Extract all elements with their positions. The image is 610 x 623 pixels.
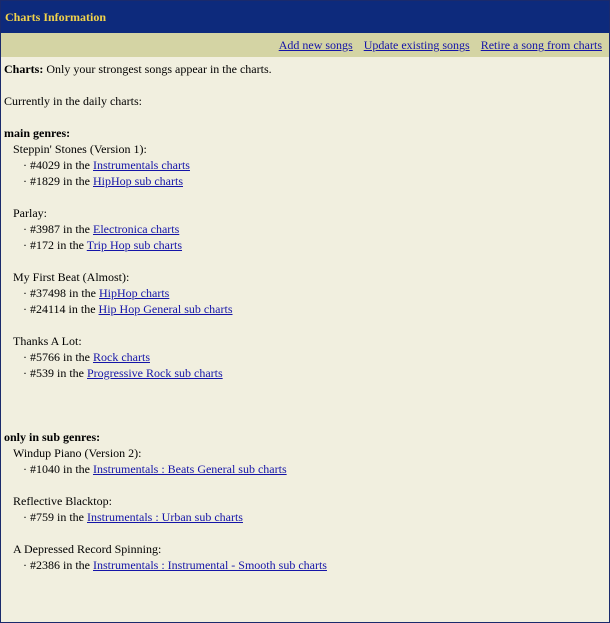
chart-link[interactable]: HipHop charts <box>99 286 170 300</box>
chart-entry <box>4 365 605 381</box>
intro-text: Only your strongest songs appear in the charts. <box>43 62 272 76</box>
intro-line <box>4 61 605 77</box>
chart-entry <box>4 301 605 317</box>
toolbar <box>1 33 609 57</box>
retire-song-link[interactable]: Retire a song from charts <box>480 38 602 52</box>
chart-rank: · #37498 in the <box>23 286 99 300</box>
chart-rank: · #759 in the <box>23 510 87 524</box>
update-existing-songs-link[interactable]: Update existing songs <box>363 38 470 52</box>
chart-rank: · #1040 in the <box>23 462 93 476</box>
chart-entry <box>4 173 605 189</box>
chart-link[interactable]: Instrumentals : Beats General sub charts <box>93 462 287 476</box>
song-title: Reflective Blacktop: <box>13 494 112 508</box>
chart-link[interactable]: Instrumentals : Urban sub charts <box>87 510 243 524</box>
chart-rank: · #4029 in the <box>23 158 93 172</box>
chart-entry <box>4 237 605 253</box>
chart-link[interactable]: Hip Hop General sub charts <box>98 302 233 316</box>
chart-link[interactable]: Instrumentals : Instrumental - Smooth sub charts <box>93 558 327 572</box>
main-genres-heading: main genres: <box>4 126 71 140</box>
add-new-songs-link[interactable]: Add new songs <box>278 38 353 52</box>
song-title: A Depressed Record Spinning: <box>13 542 162 556</box>
chart-link[interactable]: HipHop sub charts <box>93 174 183 188</box>
chart-entry <box>4 349 605 365</box>
chart-entry <box>4 285 605 301</box>
window-title: Charts Information <box>5 10 106 24</box>
chart-rank: · #1829 in the <box>23 174 93 188</box>
charts-content <box>1 57 609 573</box>
daily-charts-note: Currently in the daily charts: <box>4 94 142 108</box>
chart-link[interactable]: Electronica charts <box>93 222 180 236</box>
chart-rank: · #5766 in the <box>23 350 93 364</box>
chart-link[interactable]: Progressive Rock sub charts <box>87 366 223 380</box>
chart-entry <box>4 557 605 573</box>
song-title: Thanks A Lot: <box>13 334 82 348</box>
song-title: Steppin' Stones (Version 1): <box>13 142 147 156</box>
song-title: Windup Piano (Version 2): <box>13 446 142 460</box>
song-title: My First Beat (Almost): <box>13 270 130 284</box>
song-title: Parlay: <box>13 206 47 220</box>
chart-entry <box>4 509 605 525</box>
chart-rank: · #539 in the <box>23 366 87 380</box>
intro-label: Charts: <box>4 62 44 76</box>
chart-link[interactable]: Instrumentals charts <box>93 158 190 172</box>
chart-rank: · #172 in the <box>23 238 87 252</box>
chart-link[interactable]: Rock charts <box>93 350 150 364</box>
sub-genres-heading: only in sub genres: <box>4 430 101 444</box>
chart-rank: · #24114 in the <box>23 302 99 316</box>
chart-entry <box>4 461 605 477</box>
chart-rank: · #3987 in the <box>23 222 93 236</box>
chart-entry <box>4 157 605 173</box>
chart-link[interactable]: Trip Hop sub charts <box>86 238 183 252</box>
chart-rank: · #2386 in the <box>23 558 93 572</box>
chart-entry <box>4 221 605 237</box>
title-bar <box>1 1 609 33</box>
